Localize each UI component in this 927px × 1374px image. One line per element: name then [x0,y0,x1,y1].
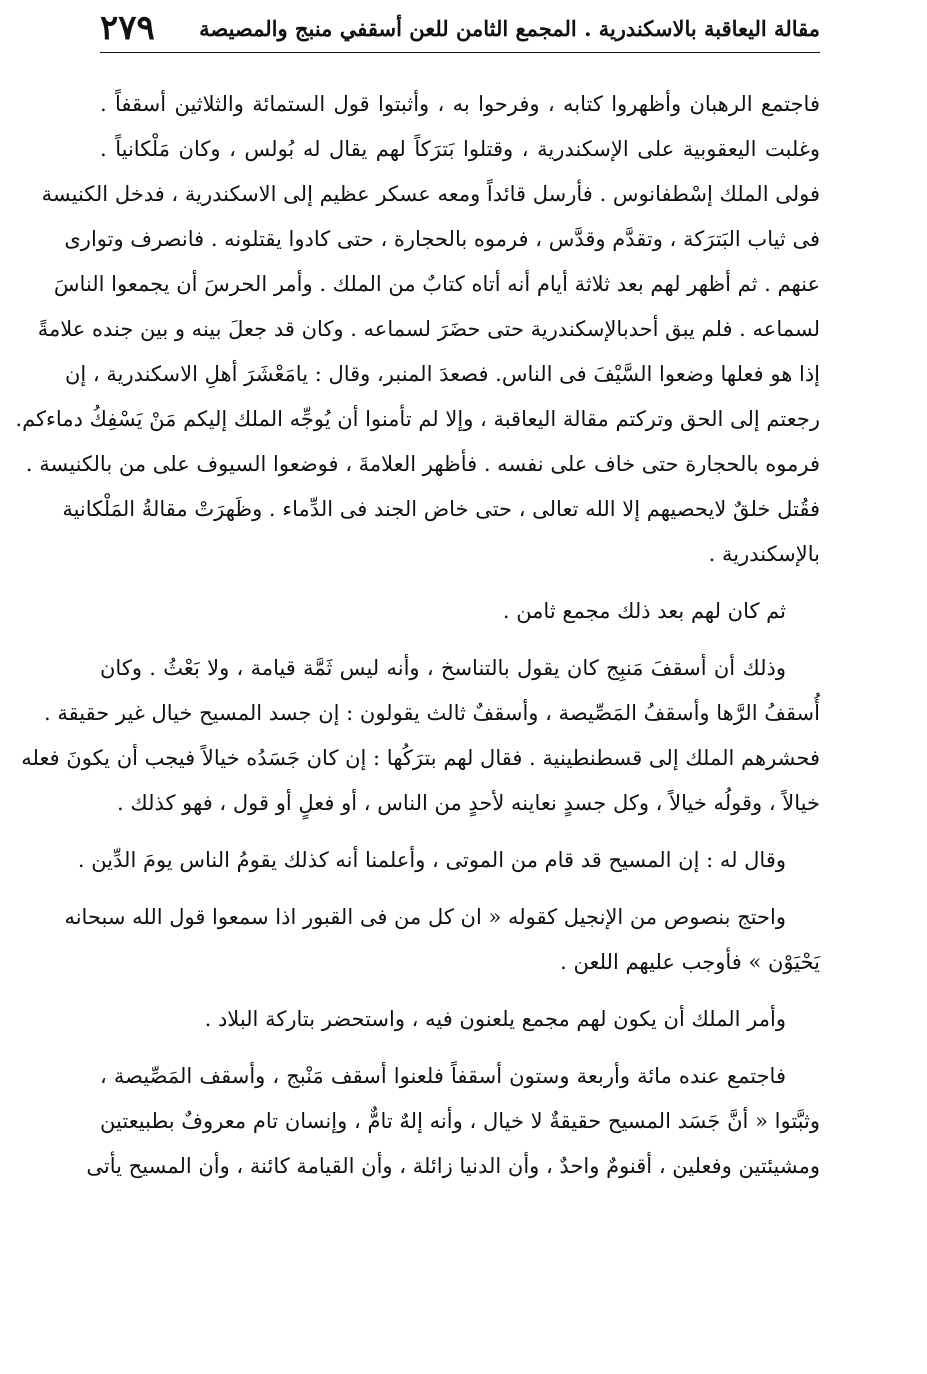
text-line: فاجتمع عنده مائة وأربعة وستون أسقفاً فلعنوا أسقف مَنْبج ، وأسقف المَصِّيصة ، [100,1064,786,1088]
paragraph-6 [100,997,820,1042]
paragraph-3 [21,646,820,826]
text-line: رجعتم إلى الحق وتركتم مقالة اليعاقبة ، وإلا لم تأمنوا أن يُوجِّه الملك إليكم مَنْ يَسْفِكُ دماءكم. [15,407,820,431]
text-line: وقال له : إن المسيح قد قام من الموتى ، وأعلمنا أنه كذلك يقومُ الناس يومَ الدِّين . [77,848,786,872]
paragraph-2 [100,589,820,634]
paragraph-gap [100,985,820,997]
text-line: عنهم . ثم أظهر لهم بعد ثلاثة أيام أنه أتاه كتابٌ من الملك . وأمر الحرسَ أن يجمعوا الناسَ [53,272,820,296]
running-header-title: مقالة اليعاقبة بالاسكندرية . المجمع الثامن للعن أسقفي منبج والمصيصة [199,15,820,41]
text-line: بالإسكندرية . [708,542,820,566]
text-line: أُسقفُ الرَّها وأسقفُ المَصِّيصة ، وأسقفٌ ثالث يقولون : إن جسد المسيح خيال غير حقيقة . [44,701,820,725]
paragraph-gap [100,883,820,895]
text-line: فولى الملك إسْطفانوس . فأرسل قائداً ومعه عسكر عظيم إلى الاسكندرية ، فدخل الكنيسة [41,182,820,206]
page-number: ٢٧٩ [100,8,155,48]
text-line: وثبَّتوا « أنَّ جَسَد المسيح حقيقةٌ لا خيال ، وأنه إلهٌ تامٌّ ، وإنسان تام معروفٌ بطبيعتين [100,1109,820,1133]
text-line: ثم كان لهم بعد ذلك مجمع ثامن . [502,599,786,623]
paragraph-gap [100,1042,820,1054]
text-line: فرموه بالحجارة حتى خاف على نفسه . فأظهر العلامةَ ، فوضعوا السيوف على من بالكنيسة . [25,452,820,476]
paragraph-5 [64,895,820,985]
text-line: وغلبت اليعقوبية على الإسكندرية ، وقتلوا بَترَكاً لهم يقال له بُولس ، وكان مَلْكانياً . [100,137,820,161]
text-line: وأمر الملك أن يكون لهم مجمع يلعنون فيه ، واستحضر بتاركة البلاد . [204,1007,786,1031]
text-line: ومشيئتين وفعلين ، أقنومٌ واحدٌ ، وأن الدنيا زائلة ، وأن القيامة كائنة ، وأن المسيح يأتى [86,1154,820,1178]
text-line: فى ثياب البَترَكة ، وتقدَّم وقدَّس ، فرموه بالحجارة ، حتى كادوا يقتلونه . فانصرف وتوارى [64,227,820,251]
text-line: خيالاً ، وقولُه خيالاً ، وكل جسدٍ نعاينه لأحدٍ من الناس ، أو فعلٍ أو قول ، فهو كذلك . [117,791,820,815]
paragraph-gap [100,577,820,589]
page-body [15,82,820,1189]
text-line: لسماعه . فلم يبق أحدبالإسكندرية حتى حضَرَ لسماعه . وكان قد جعلَ بينه و بين جنده علامةً [37,317,820,341]
text-line: واحتج بنصوص من الإنجيل كقوله « ان كل من فى القبور اذا سمعوا قول الله سبحانه [64,905,786,929]
text-line: فاجتمع الرهبان وأظهروا كتابه ، وفرحوا به ، وأثبتوا قول الستمائة والثلاثين أسقفاً . [100,92,820,116]
text-line: فحشرهم الملك إلى قسطنطينية . فقال لهم بترَكُها : إن كان جَسَدُه خيالاً فيجب أن يكونَ فعله [21,746,820,770]
paragraph-gap [100,826,820,838]
paragraph-7 [86,1054,820,1189]
paragraph-1 [15,82,820,577]
paragraph-gap [100,634,820,646]
text-line: يَحْيَوْن » فأوجب عليهم اللعن . [560,950,820,974]
text-line: فقُتل خلقٌ لايحصيهم إلا الله تعالى ، حتى خاض الجند فى الدِّماء . وظَهرَتْ مقالةُ المَلْكانية [62,497,820,521]
text-line: إذا هو فعلها وضعوا السَّيْفَ فى الناس. فصعدَ المنبر، وقال : يامَعْشَرَ أهلِ الاسكندرية ، إن [64,362,820,386]
running-header [100,6,820,50]
paragraph-4 [77,838,820,883]
text-line: وذلك أن أسقفَ مَنبِج كان يقول بالتناسخ ، وأنه ليس ثَمَّة قيامة ، ولا بَعْثُ . وكان [100,656,786,680]
header-rule [100,52,820,53]
